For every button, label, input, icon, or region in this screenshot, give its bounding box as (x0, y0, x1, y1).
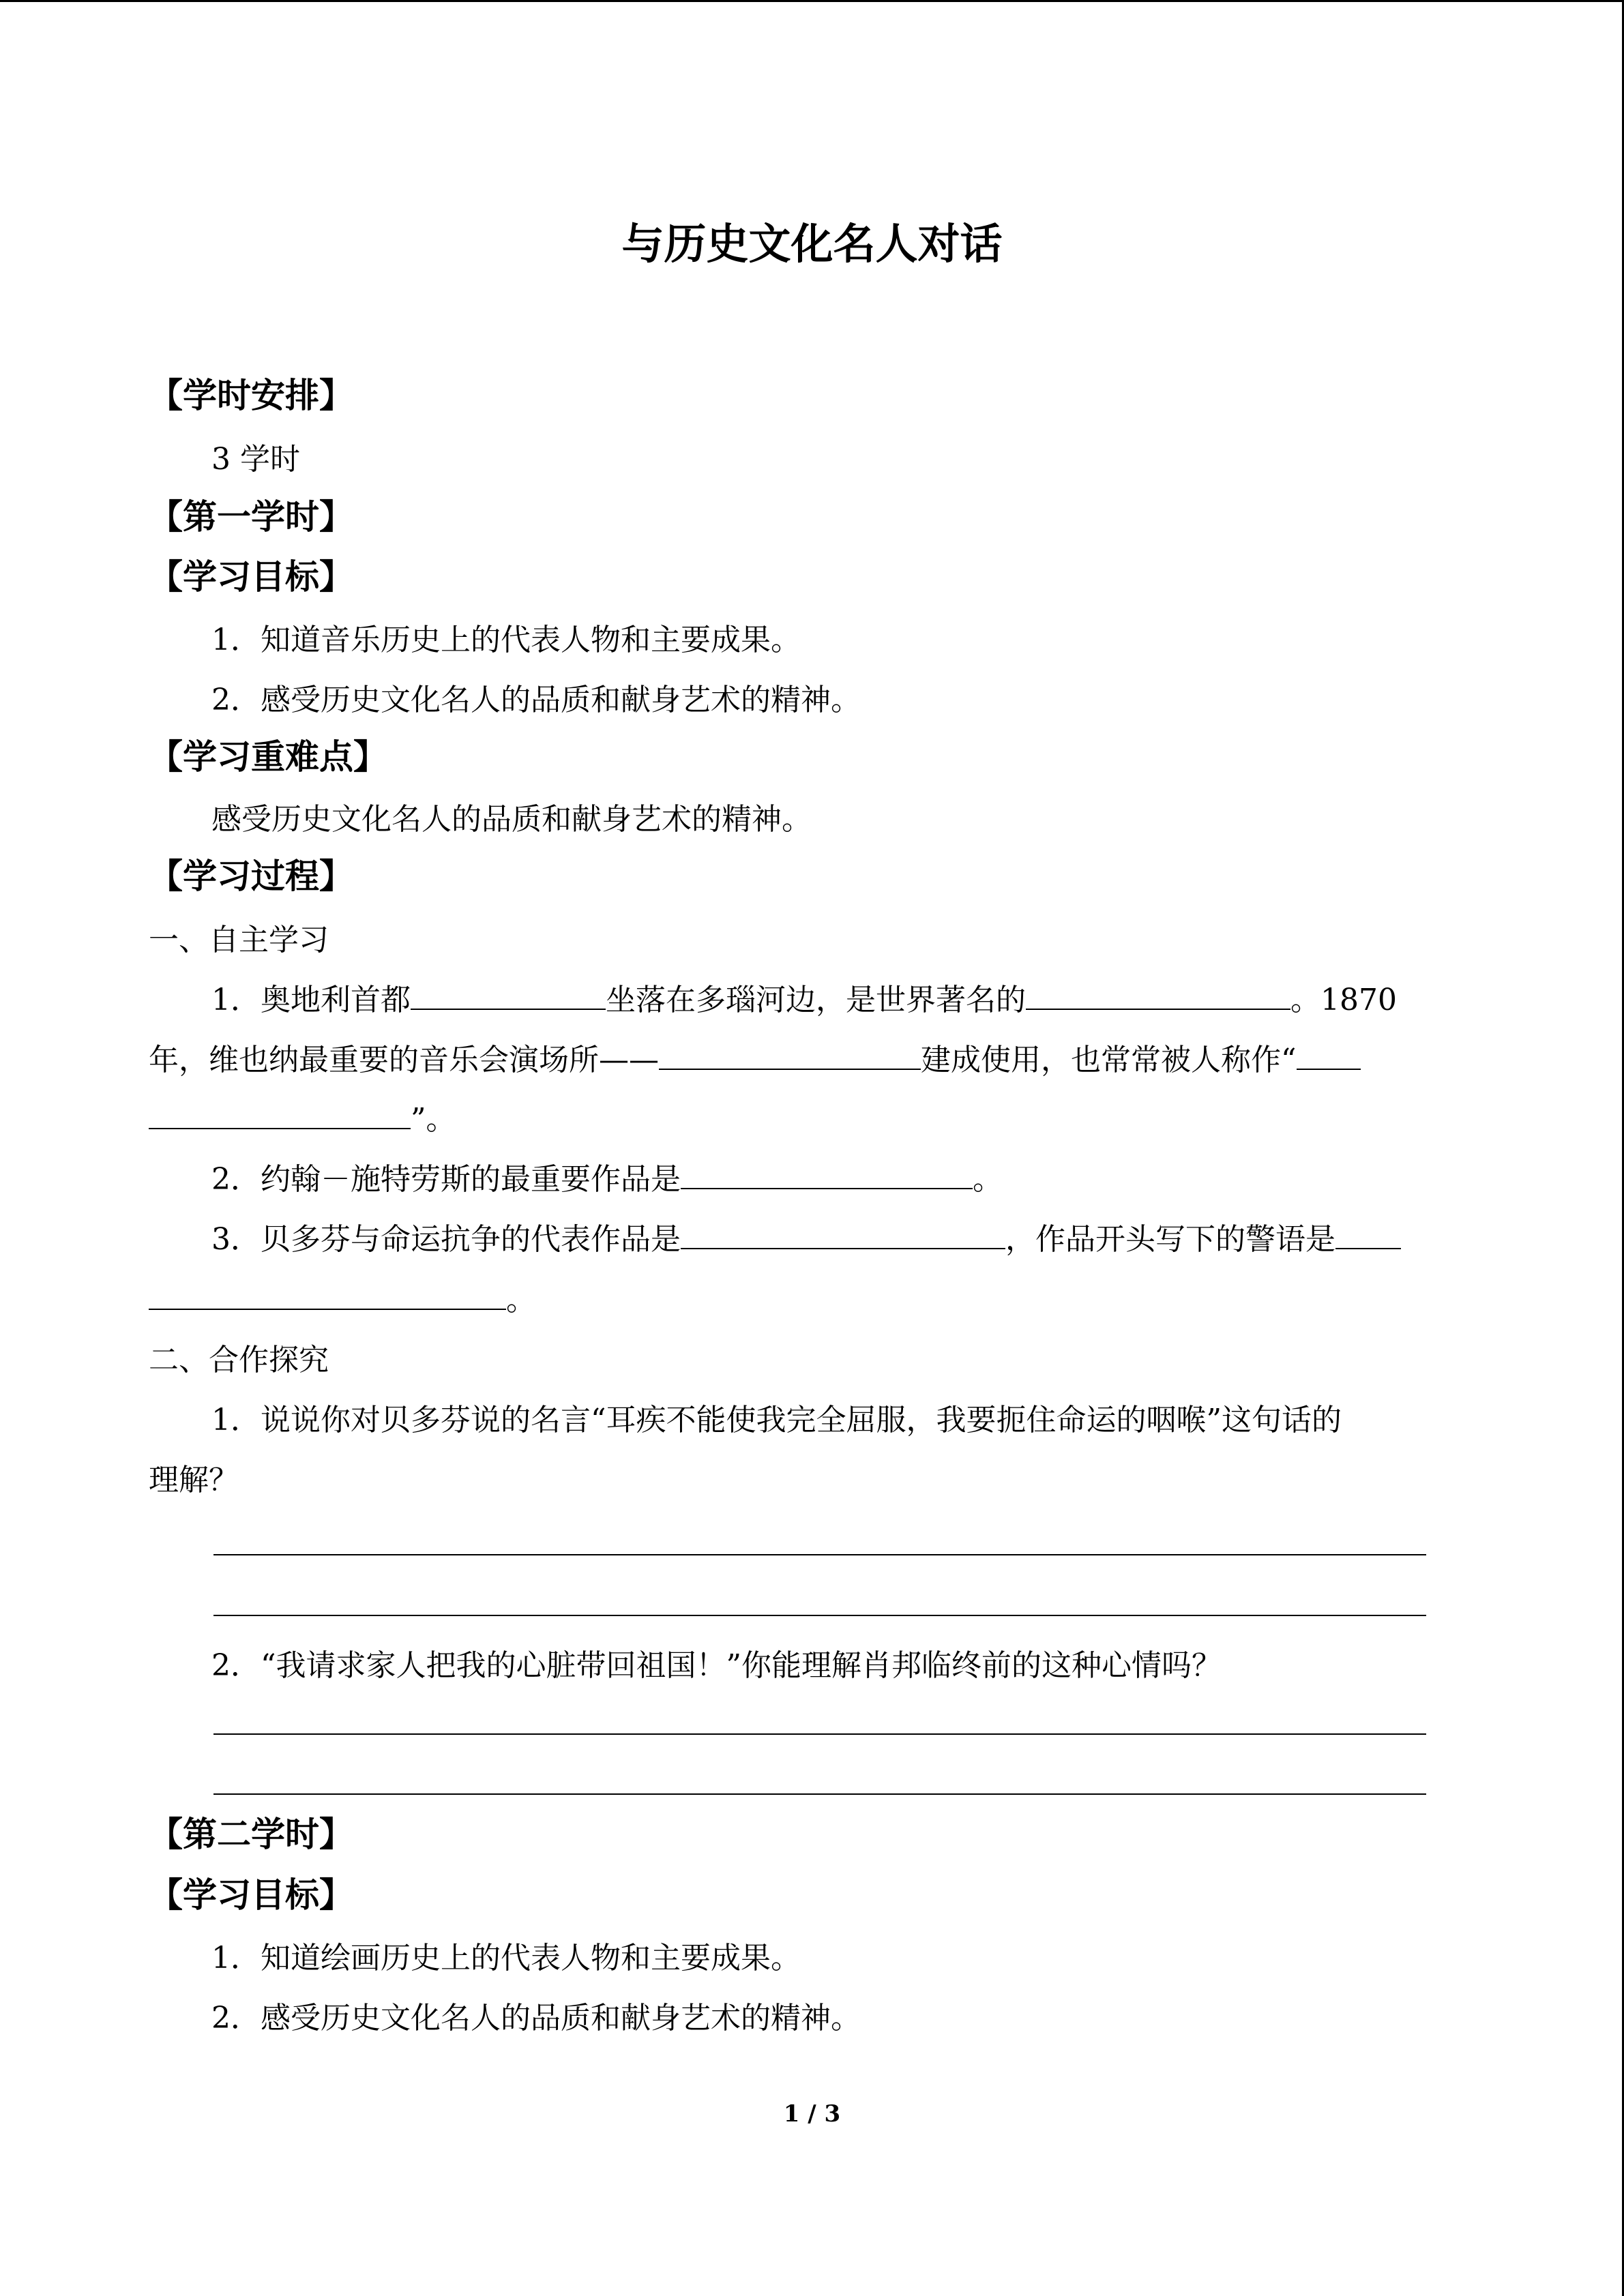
q1-text-a: 1．奥地利首都 (211, 983, 411, 1017)
q3-text-b: ，作品开头写下的警语是 (1005, 1222, 1335, 1257)
lesson2-goal-1: 1．知道绘画历史上的代表人物和主要成果。 (211, 1941, 801, 1976)
q1-text-f: ”。 (411, 1102, 456, 1137)
question-1-line-3 (149, 1098, 456, 1142)
process-heading: 【学习过程】 (149, 856, 353, 896)
answer-line-3[interactable] (213, 1733, 1426, 1735)
q1-blank-capital[interactable] (411, 979, 606, 1010)
lesson2-goal-2: 2．感受历史文化名人的品质和献身艺术的精神。 (211, 2001, 861, 2036)
question-1-line-1 (211, 979, 1397, 1022)
q2-text-b: 。 (973, 1162, 1003, 1197)
q3-text-a: 3．贝多芬与命运抗争的代表作品是 (211, 1222, 681, 1257)
question-3-line-2 (149, 1279, 536, 1322)
lesson1-goal-2: 2．感受历史文化名人的品质和献身艺术的精神。 (211, 683, 861, 717)
discussion-2: 2．“我请求家人把我的心脏带回祖国！”你能理解肖邦临终前的这种心情吗？ (211, 1648, 1222, 1683)
page-title: 与历史文化名人对话 (621, 219, 1003, 269)
lesson1-heading: 【第一学时】 (149, 497, 353, 537)
part1-title: 一、自主学习 (149, 923, 329, 957)
key-points-text: 感受历史文化名人的品质和献身艺术的精神。 (211, 802, 812, 837)
q3-blank-motto-end[interactable] (149, 1279, 506, 1310)
q3-blank-motto-start[interactable] (1335, 1218, 1401, 1249)
answer-line-2[interactable] (213, 1615, 1426, 1616)
q1-blank-nickname-end[interactable] (149, 1098, 411, 1129)
answer-line-1[interactable] (213, 1554, 1426, 1555)
q1-text-b: 坐落在多瑙河边，是世界著名的 (606, 983, 1026, 1017)
q1-blank-venue[interactable] (659, 1039, 921, 1070)
q1-text-d: 年，维也纳最重要的音乐会演场所—— (149, 1043, 659, 1077)
q1-blank-nickname-start[interactable] (1297, 1039, 1361, 1070)
answer-line-4[interactable] (213, 1793, 1426, 1795)
lesson1-goal-1: 1．知道音乐历史上的代表人物和主要成果。 (211, 623, 801, 657)
question-1-line-2 (149, 1039, 1361, 1082)
q1-blank-famous[interactable] (1026, 979, 1290, 1010)
lesson2-goals-heading: 【学习目标】 (149, 1875, 353, 1915)
question-2 (211, 1158, 1003, 1202)
question-3-line-1 (211, 1218, 1401, 1262)
schedule-value: 3 学时 (211, 442, 300, 477)
q1-text-e: 建成使用，也常常被人称作“ (921, 1043, 1297, 1077)
key-points-heading: 【学习重难点】 (149, 737, 387, 777)
schedule-heading: 【学时安排】 (149, 376, 353, 415)
q3-blank-work[interactable] (681, 1218, 1005, 1249)
lesson1-goals-heading: 【学习目标】 (149, 557, 353, 597)
q2-blank-work[interactable] (681, 1158, 973, 1189)
discussion-1-line-1: 1．说说你对贝多芬说的名言“耳疾不能使我完全屈服，我要扼住命运的咽喉”这句话的 (211, 1403, 1342, 1437)
q1-text-c: 。1870 (1290, 983, 1397, 1017)
page-number: 1 / 3 (783, 2100, 841, 2128)
lesson2-heading: 【第二学时】 (149, 1815, 353, 1854)
page-border-top (0, 0, 1624, 2)
q2-text-a: 2．约翰－施特劳斯的最重要作品是 (211, 1162, 681, 1197)
discussion-1-line-2: 理解？ (149, 1463, 239, 1497)
q3-text-c: 。 (506, 1283, 536, 1317)
part2-title: 二、合作探究 (149, 1343, 329, 1377)
